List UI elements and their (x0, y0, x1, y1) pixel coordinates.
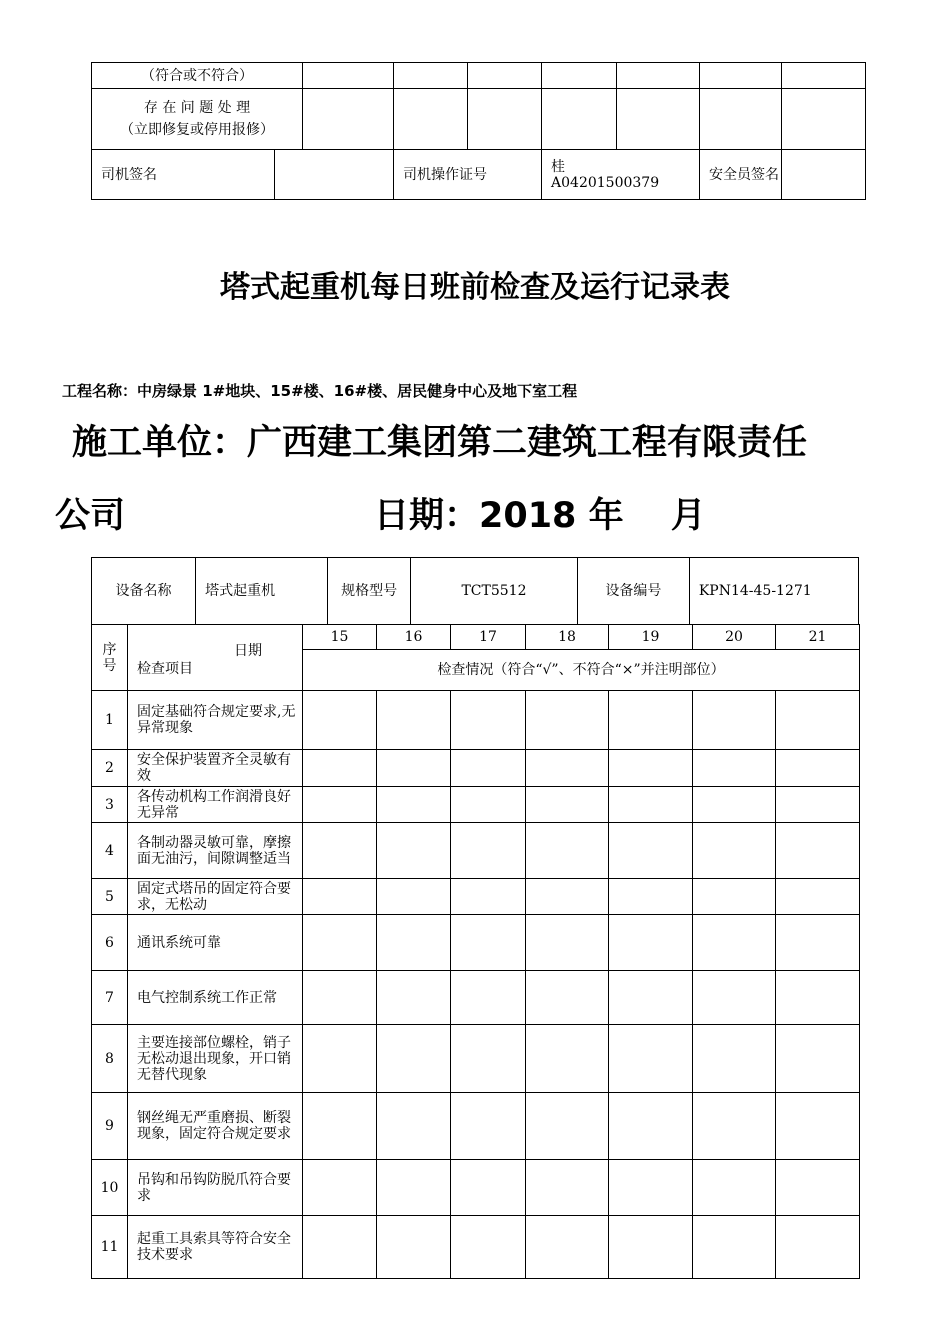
check-cell[interactable] (693, 879, 776, 915)
check-cell[interactable] (693, 823, 776, 879)
check-cell[interactable] (609, 1025, 693, 1093)
license-label: 司机操作证号 (394, 150, 542, 200)
check-cell[interactable] (609, 691, 693, 750)
item-text: 主要连接部位螺栓，销子无松动退出现象，开口销无替代现象 (128, 1025, 303, 1093)
check-cell[interactable] (776, 823, 860, 879)
problem-cell[interactable] (700, 89, 782, 150)
check-cell[interactable] (776, 691, 860, 750)
check-cell[interactable] (693, 691, 776, 750)
project-name: 工程名称：中房绿景 1#地块、15#楼、16#楼、居民健身中心及地下室工程 (62, 382, 578, 400)
check-cell[interactable] (303, 787, 377, 823)
check-cell[interactable] (609, 879, 693, 915)
check-cell[interactable] (776, 879, 860, 915)
check-cell[interactable] (526, 1025, 609, 1093)
driver-sign-label: 司机签名 (92, 150, 275, 200)
check-cell[interactable] (776, 915, 860, 971)
day-header: 18 (526, 625, 609, 650)
check-cell[interactable] (303, 915, 377, 971)
model-value: TCT5512 (411, 558, 578, 625)
check-cell[interactable] (526, 971, 609, 1025)
check-cell[interactable] (377, 915, 451, 971)
item-text: 电气控制系统工作正常 (128, 971, 303, 1025)
item-text: 各传动机构工作润滑良好无异常 (128, 787, 303, 823)
check-cell[interactable] (377, 1093, 451, 1160)
item-number: 1 (92, 691, 128, 750)
item-text: 通讯系统可靠 (128, 915, 303, 971)
check-cell[interactable] (776, 1216, 860, 1279)
problem-cell[interactable] (617, 89, 700, 150)
table-row (92, 879, 860, 915)
equipment-name-value: 塔式起重机 (196, 558, 328, 625)
item-text: 安全保护装置齐全灵敏有效 (128, 750, 303, 787)
check-cell[interactable] (526, 823, 609, 879)
check-cell[interactable] (303, 750, 377, 787)
problem-cell[interactable] (782, 89, 866, 150)
top-summary-table (91, 62, 866, 200)
check-cell[interactable] (526, 879, 609, 915)
day-header: 20 (693, 625, 776, 650)
check-cell[interactable] (693, 1093, 776, 1160)
item-number: 5 (92, 879, 128, 915)
equipment-name-label: 设备名称 (92, 558, 196, 625)
check-cell[interactable] (303, 1093, 377, 1160)
item-number: 2 (92, 750, 128, 787)
license-value-line-2: A04201500379 (551, 174, 660, 191)
check-cell[interactable] (693, 787, 776, 823)
table-row (92, 823, 860, 879)
check-cell[interactable] (377, 750, 451, 787)
item-number: 3 (92, 787, 128, 823)
contractor-line: 施工单位：广西建工集团第二建筑工程有限责任 (72, 423, 808, 463)
seq-header (92, 625, 128, 691)
check-cell[interactable] (526, 1093, 609, 1160)
problem-handling-line-1: 存 在 问 题 处 理 (143, 100, 251, 116)
check-cell[interactable] (776, 1093, 860, 1160)
check-cell[interactable] (693, 915, 776, 971)
conform-cell[interactable] (468, 63, 542, 89)
check-cell[interactable] (451, 1093, 526, 1160)
license-value (542, 150, 700, 200)
check-cell[interactable] (451, 915, 526, 971)
conform-cell[interactable] (303, 63, 394, 89)
check-cell[interactable] (451, 1216, 526, 1279)
item-text: 各制动器灵敏可靠，摩擦面无油污，间隙调整适当 (128, 823, 303, 879)
table-row (92, 1160, 860, 1216)
license-value-line-1: 桂 (551, 158, 566, 175)
item-text: 起重工具索具等符合安全技术要求 (128, 1216, 303, 1279)
check-cell[interactable] (609, 915, 693, 971)
check-cell[interactable] (776, 971, 860, 1025)
item-number: 4 (92, 823, 128, 879)
problem-cell[interactable] (303, 89, 394, 150)
check-cell[interactable] (609, 1093, 693, 1160)
check-cell[interactable] (776, 1160, 860, 1216)
date-header-label: 日期 (234, 643, 262, 659)
day-header: 19 (609, 625, 693, 650)
safety-sign-value[interactable] (782, 150, 866, 200)
check-cell[interactable] (377, 879, 451, 915)
item-number: 10 (92, 1160, 128, 1216)
problem-handling-line-2: （立即修复或停用报修） (120, 122, 275, 138)
check-cell[interactable] (377, 691, 451, 750)
check-cell[interactable] (451, 750, 526, 787)
check-cell[interactable] (451, 823, 526, 879)
check-cell[interactable] (377, 1160, 451, 1216)
check-cell[interactable] (526, 1160, 609, 1216)
item-number: 11 (92, 1216, 128, 1279)
conform-cell[interactable] (542, 63, 617, 89)
driver-sign-value[interactable] (275, 150, 394, 200)
table-row (92, 971, 860, 1025)
check-cell[interactable] (609, 971, 693, 1025)
check-cell[interactable] (776, 1025, 860, 1093)
check-cell[interactable] (303, 691, 377, 750)
check-cell[interactable] (776, 750, 860, 787)
day-header: 15 (303, 625, 377, 650)
check-cell[interactable] (609, 1216, 693, 1279)
date-item-header (128, 625, 303, 691)
inspection-table (91, 557, 859, 625)
day-header: 16 (377, 625, 451, 650)
item-header-label: 检查项目 (137, 661, 193, 677)
items-body (92, 691, 860, 1279)
item-text: 固定式塔吊的固定符合要求，无松动 (128, 879, 303, 915)
check-cell[interactable] (303, 971, 377, 1025)
inspection-grid (91, 624, 860, 691)
item-number: 7 (92, 971, 128, 1025)
check-cell[interactable] (303, 879, 377, 915)
check-cell[interactable] (609, 823, 693, 879)
table-row (92, 750, 860, 787)
table-row (92, 787, 860, 823)
table-row (92, 691, 860, 750)
item-number: 6 (92, 915, 128, 971)
check-cell[interactable] (526, 787, 609, 823)
item-text: 钢丝绳无严重磨损、断裂现象，固定符合规定要求 (128, 1093, 303, 1160)
form-title: 塔式起重机每日班前检查及运行记录表 (220, 270, 730, 305)
table-row (92, 1093, 860, 1160)
check-cell[interactable] (377, 1216, 451, 1279)
conform-label: （符合或不符合） (92, 63, 303, 89)
check-cell[interactable] (526, 691, 609, 750)
check-cell[interactable] (303, 823, 377, 879)
check-cell[interactable] (377, 1025, 451, 1093)
day-header: 17 (451, 625, 526, 650)
check-cell[interactable] (776, 787, 860, 823)
table-row (92, 1216, 860, 1279)
date-line: 日期：2018 年 月 (374, 496, 706, 536)
check-cell[interactable] (526, 1216, 609, 1279)
check-cell[interactable] (526, 915, 609, 971)
item-number: 8 (92, 1025, 128, 1093)
item-text: 固定基础符合规定要求,无异常现象 (128, 691, 303, 750)
check-cell[interactable] (303, 1160, 377, 1216)
model-label: 规格型号 (328, 558, 411, 625)
check-cell[interactable] (609, 787, 693, 823)
safety-sign-label: 安全员签名 (700, 150, 782, 200)
item-text: 吊钩和吊钩防脱爪符合要求 (128, 1160, 303, 1216)
problem-cell[interactable] (542, 89, 617, 150)
check-cell[interactable] (609, 1160, 693, 1216)
problem-cell[interactable] (468, 89, 542, 150)
check-cell[interactable] (451, 691, 526, 750)
conform-cell[interactable] (782, 63, 866, 89)
check-cell[interactable] (693, 750, 776, 787)
check-cell[interactable] (377, 971, 451, 1025)
check-cell[interactable] (451, 1160, 526, 1216)
seq-header-label: 序号 (102, 641, 117, 674)
item-number: 9 (92, 1093, 128, 1160)
equipment-number-label: 设备编号 (577, 558, 689, 625)
check-cell[interactable] (377, 787, 451, 823)
conform-cell[interactable] (617, 63, 700, 89)
check-cell[interactable] (451, 787, 526, 823)
check-cell[interactable] (693, 1025, 776, 1093)
check-cell[interactable] (693, 1160, 776, 1216)
company-tail: 公司 (55, 496, 126, 536)
check-cell[interactable] (609, 750, 693, 787)
inspection-items (91, 690, 860, 1279)
check-cell[interactable] (303, 1216, 377, 1279)
day-header: 21 (776, 625, 860, 650)
check-cell[interactable] (377, 823, 451, 879)
conform-cell[interactable] (700, 63, 782, 89)
check-note-header: 检查情况（符合“√”、不符合“×”并注明部位） (303, 650, 860, 691)
check-cell[interactable] (451, 879, 526, 915)
table-row (92, 1025, 860, 1093)
conform-cell[interactable] (394, 63, 468, 89)
check-cell[interactable] (451, 971, 526, 1025)
problem-cell[interactable] (394, 89, 468, 150)
check-cell[interactable] (303, 1025, 377, 1093)
check-cell[interactable] (451, 1025, 526, 1093)
check-cell[interactable] (693, 971, 776, 1025)
check-cell[interactable] (526, 750, 609, 787)
table-row (92, 915, 860, 971)
check-cell[interactable] (693, 1216, 776, 1279)
problem-handling-label (92, 89, 303, 150)
equipment-number-value: KPN14-45-1271 (689, 558, 858, 625)
